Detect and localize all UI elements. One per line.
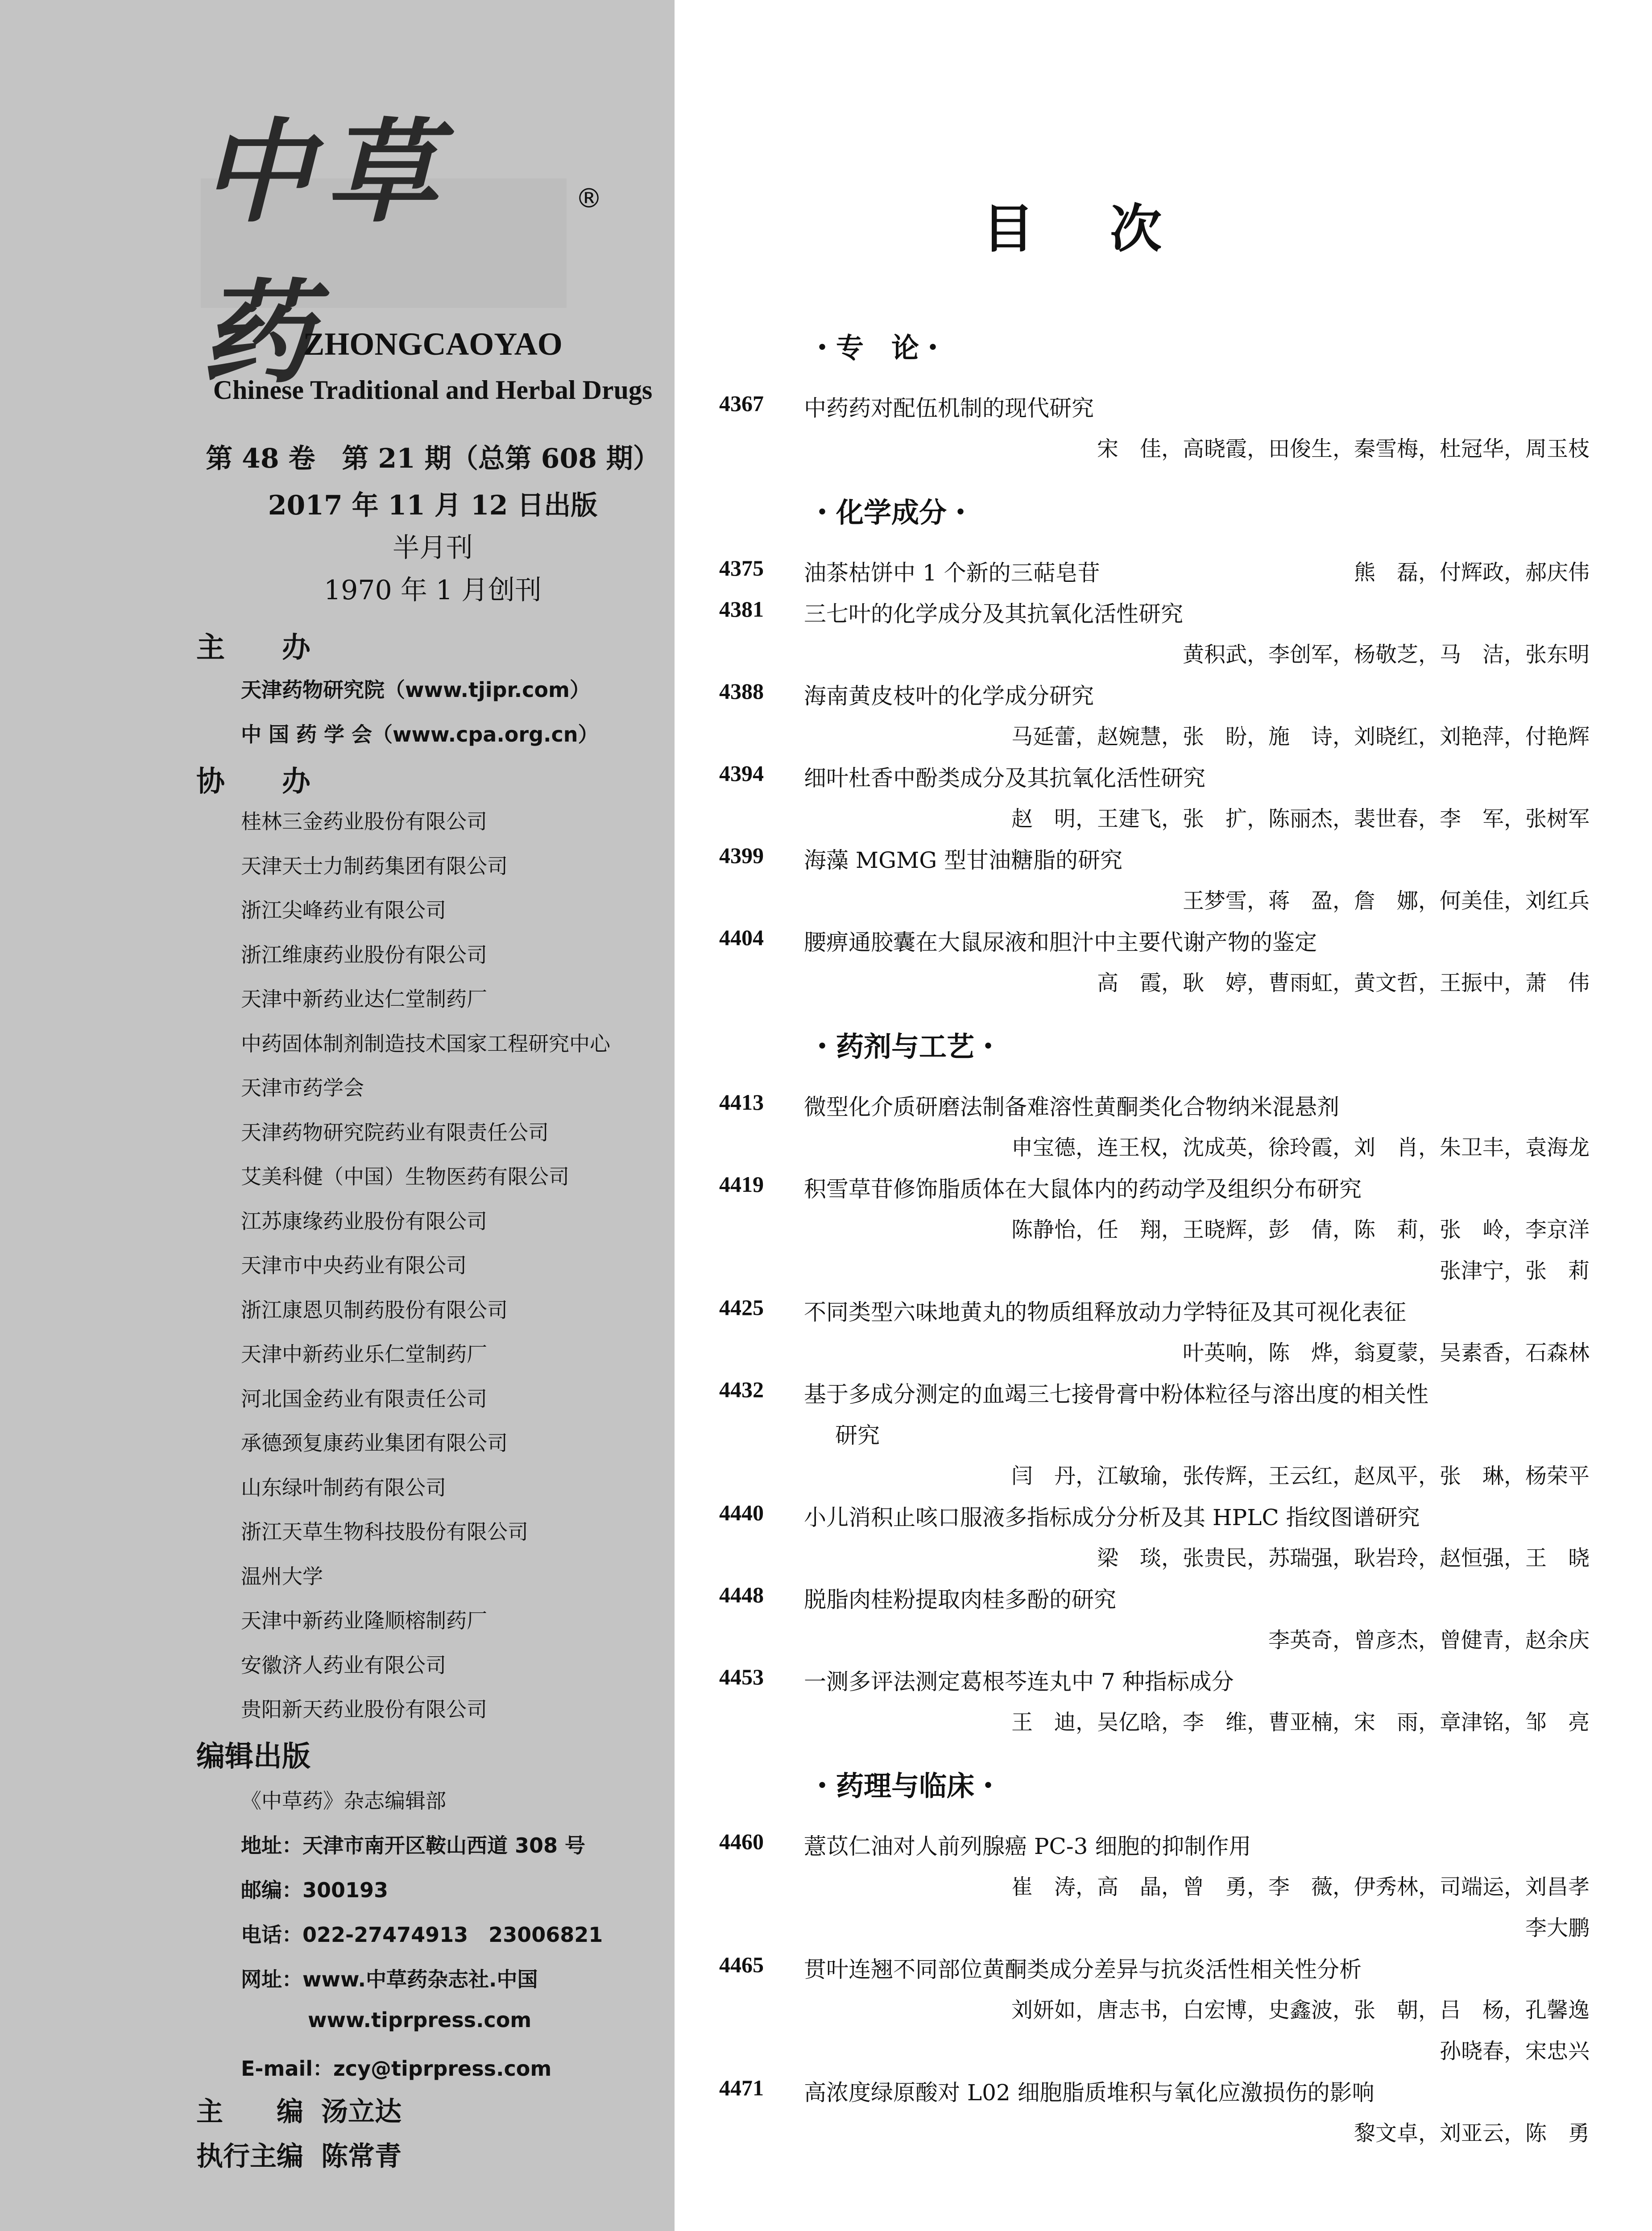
journal-logo-text: 中草药: [201, 106, 451, 398]
toc-article-title[interactable]: 不同类型六味地黄丸的物质组释放动力学特征及其可视化表征: [804, 1299, 1406, 1325]
cosponsor-item: 浙江天草生物科技股份有限公司: [241, 1520, 528, 1544]
cosponsor-item: 浙江维康药业股份有限公司: [241, 942, 487, 967]
cosponsor-item: 桂林三金药业股份有限公司: [241, 809, 487, 834]
toc-section-heading: ・药剂与工艺・: [808, 1030, 1002, 1063]
cosponsor-item: 浙江尖峰药业有限公司: [241, 898, 446, 922]
toc-article-title[interactable]: 高浓度绿原酸对 L02 细胞脂质堆积与氧化应激损伤的影响: [804, 2080, 1375, 2106]
toc-section-heading: ・药理与临床・: [808, 1770, 1002, 1802]
issue-line: 第 48 卷 第 21 期（总第 608 期）: [206, 443, 660, 474]
toc-article-title[interactable]: 一测多评法测定葛根芩连丸中 7 种指标成分: [804, 1669, 1234, 1695]
toc-article-title[interactable]: 薏苡仁油对人前列腺癌 PC-3 细胞的抑制作用: [804, 1833, 1251, 1859]
sponsor-item: 中 国 药 学 会（www.cpa.org.cn）: [241, 722, 599, 746]
toc-article-authors: 叶英响，陈 烨，翁夏蒙，吴素香，石森林: [1182, 1340, 1590, 1365]
toc-article-authors: 刘妍如，唐志书，白宏博，史鑫波，张 朝，吕 杨，孔馨逸: [1011, 1998, 1590, 2023]
toc-article-authors: 张津宁，张 莉: [1439, 1258, 1590, 1283]
toc-page-number[interactable]: 4425: [719, 1295, 764, 1320]
toc-article-authors: 闫 丹，江敏瑜，张传辉，王云红，赵凤平，张 琳，杨荣平: [1011, 1464, 1590, 1489]
chief-editor: [196, 2090, 402, 2129]
toc-article-authors: 崔 涛，高 晶，曾 勇，李 薇，伊秀林，司端运，刘昌孝: [1011, 1874, 1590, 1899]
toc-article-authors: 王 迪，吴亿晗，李 维，曹亚楠，宋 雨，章津铭，邹 亮: [1011, 1710, 1590, 1735]
toc-article-authors: 李英奇，曾彦杰，曾健青，赵余庆: [1268, 1628, 1590, 1653]
toc-article-authors: 高 霞，耿 婷，曹雨虹，黄文哲，王振中，萧 伟: [1097, 970, 1590, 995]
toc-article-title[interactable]: 腰痹通胶囊在大鼠尿液和胆汁中主要代谢产物的鉴定: [804, 929, 1317, 955]
toc-article-title[interactable]: 贯叶连翘不同部位黄酮类成分差异与抗炎活性相关性分析: [804, 1957, 1362, 1982]
toc-article-title[interactable]: 三七叶的化学成分及其抗氧化活性研究: [804, 601, 1183, 627]
toc-article-title[interactable]: 微型化介质研磨法制备难溶性黄酮类化合物纳米混悬剂: [804, 1094, 1339, 1120]
toc-article-authors: 赵 明，王建飞，张 扩，陈丽杰，裴世春，李 军，张树军: [1011, 806, 1590, 831]
publisher-website-2: www.tiprpress.com: [308, 2008, 532, 2032]
cosponsor-item: 天津药物研究院药业有限责任公司: [241, 1120, 549, 1145]
toc-article-authors: 李大鹏: [1525, 1916, 1590, 1941]
toc-article-title[interactable]: 细叶杜香中酚类成分及其抗氧化活性研究: [804, 765, 1205, 791]
toc-article-title[interactable]: 海南黄皮枝叶的化学成分研究: [804, 683, 1094, 709]
publisher-website: 网址：www.中草药杂志社.中国: [241, 1967, 538, 1991]
toc-page-number[interactable]: 4448: [719, 1582, 764, 1607]
toc-page-number[interactable]: 4413: [719, 1090, 764, 1115]
toc-article-authors: 宋 佳，高晓霞，田俊生，秦雪梅，杜冠华，周玉枝: [1097, 436, 1590, 461]
toc-article-authors: 黎文卓，刘亚云，陈 勇: [1354, 2121, 1590, 2146]
cosponsor-item: 天津市药学会: [241, 1076, 364, 1100]
cosponsor-item: 艾美科健（中国）生物医药有限公司: [241, 1165, 569, 1189]
publisher-email: E-mail：zcy@tiprpress.com: [241, 2057, 552, 2081]
cosponsor-item: 天津中新药业隆顺榕制药厂: [241, 1609, 487, 1633]
toc-page-number[interactable]: 4399: [719, 843, 764, 868]
journal-english-title: Chinese Traditional and Herbal Drugs: [213, 375, 653, 405]
cosponsor-heading: 协 办: [196, 765, 311, 798]
toc-page-number[interactable]: 4471: [719, 2075, 764, 2100]
toc-page-number[interactable]: 4404: [719, 925, 764, 950]
toc-page-number[interactable]: 4465: [719, 1952, 764, 1977]
cosponsor-item: 中药固体制剂制造技术国家工程研究中心: [241, 1031, 610, 1056]
chief-editor-name: 汤立达: [321, 2096, 402, 2127]
toc-section-heading: ・专 论・: [808, 332, 947, 364]
toc-page-number[interactable]: 4394: [719, 761, 764, 786]
toc-page-number[interactable]: 4453: [719, 1664, 764, 1689]
cosponsor-item: 江苏康缘药业股份有限公司: [241, 1209, 487, 1233]
cosponsor-item: 温州大学: [241, 1564, 323, 1588]
cosponsor-item: 天津市中央药业有限公司: [241, 1253, 467, 1277]
toc-article-title[interactable]: 基于多成分测定的血竭三七接骨膏中粉体粒径与溶出度的相关性: [804, 1381, 1428, 1407]
cosponsor-item: 天津中新药业达仁堂制药厂: [241, 987, 487, 1011]
chief-editor-label: 主 编: [196, 2096, 303, 2127]
cosponsor-item: 安徽济人药业有限公司: [241, 1653, 446, 1677]
cosponsor-item: 浙江康恩贝制药股份有限公司: [241, 1298, 508, 1322]
toc-article-title[interactable]: 油茶枯饼中 1 个新的三萜皂苷: [804, 560, 1100, 586]
toc-article-authors: 马延蕾，赵婉慧，张 盼，施 诗，刘晓红，刘艳萍，付艳辉: [1011, 724, 1590, 749]
toc-article-authors: 熊 磊，付辉政，郝庆伟: [1354, 560, 1590, 585]
executive-editor: [196, 2135, 402, 2173]
toc-article-authors: 王梦雪，蒋 盈，詹 娜，何美佳，刘红兵: [1182, 888, 1590, 913]
toc-page-number[interactable]: 4388: [719, 679, 764, 704]
masthead-sidebar: [0, 0, 675, 2231]
toc-article-title[interactable]: 脱脂肉桂粉提取肉桂多酚的研究: [804, 1587, 1116, 1613]
toc-section-heading: ・化学成分・: [808, 496, 975, 529]
cosponsor-item: 贵阳新天药业股份有限公司: [241, 1697, 487, 1721]
publisher-heading: 编辑出版: [196, 1740, 311, 1773]
toc-page-number[interactable]: 4367: [719, 391, 764, 416]
toc-article-authors: 孙晓春，宋忠兴: [1439, 2039, 1590, 2064]
publisher-name: 《中草药》杂志编辑部: [241, 1789, 446, 1813]
publisher-postcode: 邮编：300193: [241, 1878, 389, 1902]
cosponsor-item: 山东绿叶制药有限公司: [241, 1475, 446, 1500]
publish-date: 2017 年 11 月 12 日出版: [268, 490, 598, 521]
cosponsor-item: 河北国金药业有限责任公司: [241, 1386, 487, 1411]
toc-article-title[interactable]: 小儿消积止咳口服液多指标成分分析及其 HPLC 指纹图谱研究: [804, 1505, 1420, 1530]
toc-article-title[interactable]: 中药药对配伍机制的现代研究: [804, 395, 1094, 421]
toc-page-number[interactable]: 4432: [719, 1377, 764, 1402]
toc-title: 目次: [982, 199, 1238, 259]
toc-page-number[interactable]: 4440: [719, 1500, 764, 1525]
toc-page-number[interactable]: 4419: [719, 1172, 764, 1197]
founded-date: 1970 年 1 月创刊: [323, 575, 542, 606]
toc-article-authors: 陈静怡，任 翔，王晓辉，彭 倩，陈 莉，张 岭，李京洋: [1011, 1217, 1590, 1242]
toc-article-title[interactable]: 积雪草苷修饰脂质体在大鼠体内的药动学及组织分布研究: [804, 1176, 1362, 1202]
executive-editor-label: 执行主编: [196, 2141, 303, 2172]
toc-article-title[interactable]: 研究: [835, 1422, 880, 1448]
toc-article-authors: 梁 琰，张贵民，苏瑞强，耿岩玲，赵恒强，王 晓: [1097, 1546, 1590, 1571]
publication-frequency: 半月刊: [393, 532, 473, 564]
toc-page-number[interactable]: 4381: [719, 597, 764, 622]
cosponsor-item: 承德颈复康药业集团有限公司: [241, 1431, 508, 1455]
toc-article-title[interactable]: 海藻 MGMG 型甘油糖脂的研究: [804, 847, 1123, 873]
toc-page-number[interactable]: 4460: [719, 1829, 764, 1854]
sponsor-item: 天津药物研究院（www.tjipr.com）: [241, 678, 590, 702]
toc-article-authors: 黄积武，李创军，杨敬芝，马 洁，张东明: [1182, 642, 1590, 667]
cosponsor-item: 天津中新药业乐仁堂制药厂: [241, 1342, 487, 1366]
publisher-address: 地址：天津市南开区鞍山西道 308 号: [241, 1833, 586, 1858]
registered-mark: ®: [576, 183, 602, 214]
publisher-phone: 电话：022-27474913 23006821: [241, 1923, 603, 1947]
cosponsor-item: 天津天士力制药集团有限公司: [241, 854, 508, 878]
toc-page-number[interactable]: 4375: [719, 556, 764, 581]
executive-editor-name: 陈常青: [321, 2141, 402, 2172]
journal-pinyin-title: ZHONGCAOYAO: [303, 326, 563, 362]
sponsor-heading: 主 办: [196, 631, 311, 664]
table-of-contents: [675, 0, 1652, 2231]
toc-article-authors: 申宝德，连王权，沈成英，徐玲霞，刘 肖，朱卫丰，袁海龙: [1011, 1135, 1590, 1160]
